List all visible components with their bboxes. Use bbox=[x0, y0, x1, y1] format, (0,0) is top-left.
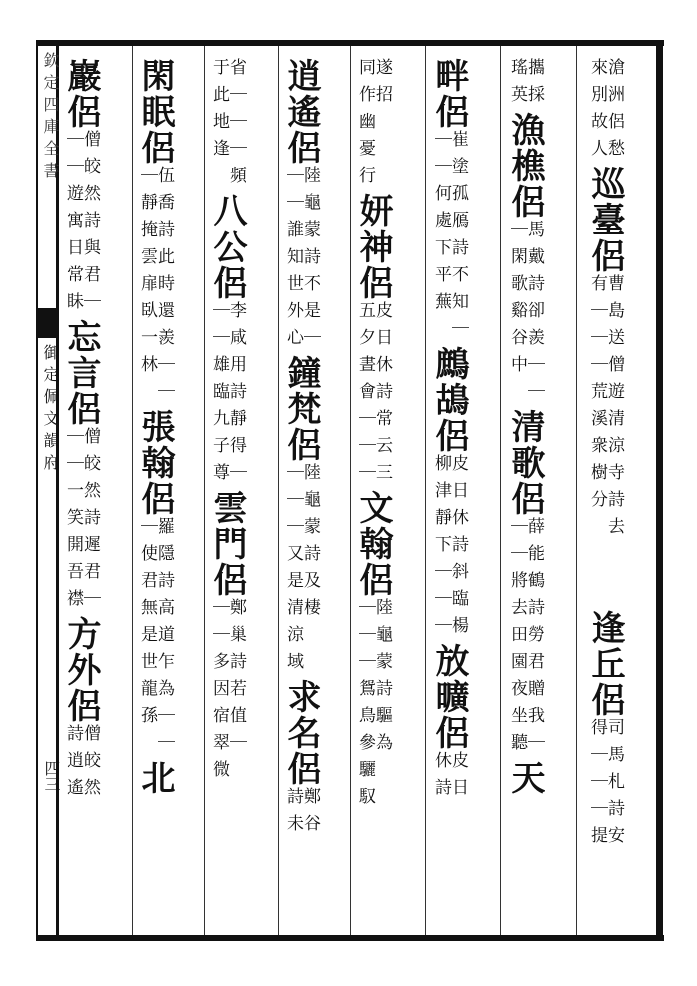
text-column-7 bbox=[135, 58, 202, 796]
annotation-pair bbox=[508, 517, 542, 760]
annotation-pair bbox=[64, 427, 98, 616]
annotation-pair bbox=[284, 787, 318, 841]
headword: 忘言侶 bbox=[61, 319, 101, 427]
annotation-line: ｜｜多因宿翠微 bbox=[209, 598, 229, 787]
annotation-line: 得｜｜｜提 bbox=[587, 718, 607, 853]
annotation-pair bbox=[64, 724, 98, 805]
annotation-line: ｜使君無是世龍孫 bbox=[137, 517, 157, 733]
annotation-line: 馬戴詩卻羨｜｜ bbox=[524, 220, 544, 409]
text-column-1b bbox=[585, 610, 652, 853]
annotation-pair bbox=[64, 130, 98, 319]
annotation-pair bbox=[588, 718, 622, 853]
annotation-pair bbox=[432, 751, 466, 805]
annotation-pair bbox=[588, 58, 622, 166]
text-column-4 bbox=[353, 58, 422, 814]
annotation-line: 陸龜蒙詩及棲 bbox=[300, 463, 320, 625]
book-subtitle: 御定佩文韻府 bbox=[41, 344, 60, 476]
annotation-line: 省｜｜｜頻 bbox=[226, 58, 246, 193]
annotation-line: ｜｜｜鴛鳥參驪馭 bbox=[355, 598, 375, 814]
annotation-pair bbox=[432, 130, 466, 346]
annotation-line: 遂招 bbox=[372, 58, 392, 112]
annotation-line: 李咸用詩靜得｜ bbox=[226, 301, 246, 490]
text-column-5 bbox=[281, 58, 348, 841]
annotation-pair bbox=[210, 301, 244, 490]
frame-border-outer-left bbox=[36, 40, 38, 940]
column-rule bbox=[204, 46, 205, 935]
annotation-line: ｜閑歌谿谷中 bbox=[507, 220, 527, 382]
headword: 鐘梵侶 bbox=[281, 355, 321, 463]
column-rule bbox=[576, 46, 577, 935]
column-rule bbox=[500, 46, 501, 935]
annotation-line: 僧皎然 bbox=[80, 724, 100, 805]
annotation-line: ｜｜將去田園夜坐聽 bbox=[507, 517, 527, 760]
annotation-line: 詩未 bbox=[283, 787, 303, 841]
annotation-line: 薛能鶴詩勞君贈我｜ bbox=[524, 517, 544, 760]
annotation-line: 司馬札詩安 bbox=[604, 718, 624, 853]
headword: 閑眠侶 bbox=[135, 58, 175, 166]
annotation-line: ｜靜掩雲扉臥一林 bbox=[137, 166, 157, 382]
annotation-line: 有｜｜｜荒溪衆樹分 bbox=[587, 274, 607, 517]
annotation-pair bbox=[138, 517, 172, 760]
annotation-line: ｜｜誰知世外心 bbox=[283, 166, 303, 355]
text-column-2 bbox=[505, 58, 574, 796]
annotation-pair bbox=[138, 166, 172, 409]
annotation-line: 鄭巢詩若值｜ bbox=[226, 598, 246, 760]
page-number: 四三 bbox=[42, 760, 61, 792]
headword: 張翰侶 bbox=[135, 409, 175, 517]
annotation-pair bbox=[508, 58, 542, 112]
headword: 畔侶 bbox=[429, 58, 469, 130]
text-column-6 bbox=[207, 58, 276, 787]
frame-border-right bbox=[656, 40, 663, 940]
column-rule bbox=[132, 46, 133, 935]
annotation-line: 休詩 bbox=[431, 751, 451, 805]
headword: 漁樵侶 bbox=[505, 112, 545, 220]
annotation-pair bbox=[508, 220, 542, 409]
annotation-line: 來別故人 bbox=[587, 58, 607, 166]
headword: 巡臺侶 bbox=[585, 166, 625, 274]
headword: 方外侶 bbox=[61, 616, 101, 724]
headword: 清歌侶 bbox=[505, 409, 545, 517]
annotation-pair bbox=[356, 301, 390, 490]
annotation-pair bbox=[284, 463, 318, 679]
column-rule bbox=[350, 46, 351, 935]
annotation-line: ｜｜雄臨九子尊 bbox=[209, 301, 229, 490]
headword: 放曠侶 bbox=[429, 643, 469, 751]
fishtail-mark bbox=[38, 308, 56, 338]
annotation-line: 崔塗孤鴈詩不知｜ bbox=[448, 130, 468, 346]
headword: 北 bbox=[135, 760, 175, 796]
headword: 巖侶 bbox=[61, 58, 101, 130]
annotation-line: 僧皎然詩與君｜ bbox=[80, 130, 100, 319]
annotation-line: 僧皎然詩遲君｜ bbox=[80, 427, 100, 616]
annotation-line: 瑤英 bbox=[507, 58, 527, 112]
annotation-line: 陸龜蒙詩驅為 bbox=[372, 598, 392, 760]
annotation-pair bbox=[210, 58, 244, 193]
headword: 逍遙侶 bbox=[281, 58, 321, 166]
text-column-8 bbox=[61, 58, 130, 805]
annotation-pair bbox=[432, 454, 466, 643]
annotation-line: ｜｜遊寓日常眛 bbox=[63, 130, 83, 319]
annotation-line: 同作幽憂行 bbox=[355, 58, 375, 193]
headword: 求名侶 bbox=[281, 679, 321, 787]
annotation-line: 滄洲侶愁 bbox=[604, 58, 624, 166]
annotation-line: 柳津靜下｜｜｜ bbox=[431, 454, 451, 643]
annotation-pair bbox=[588, 274, 622, 544]
headword: 妍神侶 bbox=[353, 193, 393, 301]
frame-border-bottom bbox=[36, 935, 664, 941]
annotation-pair bbox=[284, 166, 318, 355]
headword: 逢丘侶 bbox=[585, 610, 625, 718]
annotation-line: ｜｜一笑開吾襟 bbox=[63, 427, 83, 616]
annotation-line: 攜採 bbox=[524, 58, 544, 112]
annotation-line: 詩逍遙 bbox=[63, 724, 83, 805]
annotation-line: 皮日休詩斜臨楊 bbox=[448, 454, 468, 643]
annotation-line: 伍喬詩此時還羨｜｜ bbox=[154, 166, 174, 409]
annotation-line: 皮日 bbox=[448, 751, 468, 805]
annotation-pair bbox=[356, 58, 390, 193]
annotation-line: 五夕晝會｜｜｜ bbox=[355, 301, 375, 490]
text-column-3 bbox=[429, 58, 498, 805]
annotation-line: 于此地逢 bbox=[209, 58, 229, 166]
column-rule bbox=[278, 46, 279, 935]
annotation-line: 陸龜蒙詩不是｜ bbox=[300, 166, 320, 355]
annotation-line: ｜｜｜又是清涼域 bbox=[283, 463, 303, 679]
annotation-pair bbox=[210, 598, 244, 787]
text-column-1 bbox=[585, 58, 652, 544]
annotation-line: 鄭谷 bbox=[300, 787, 320, 841]
headword: 天 bbox=[505, 760, 545, 796]
headword: 雲門侶 bbox=[207, 490, 247, 598]
column-rule bbox=[425, 46, 426, 935]
annotation-line: 羅隱詩高道乍為｜｜ bbox=[154, 517, 174, 760]
headword: 八公侶 bbox=[207, 193, 247, 301]
annotation-line: 皮日休詩常云三 bbox=[372, 301, 392, 490]
annotation-pair bbox=[356, 598, 390, 814]
annotation-line: ｜｜何處下平蕪 bbox=[431, 130, 451, 319]
headword: 文翰侶 bbox=[353, 490, 393, 598]
book-title: 欽定四庫全書 bbox=[41, 52, 60, 184]
annotation-line: 曹島送僧遊清涼寺詩去 bbox=[604, 274, 624, 544]
headword: 鷓鴣侶 bbox=[429, 346, 469, 454]
